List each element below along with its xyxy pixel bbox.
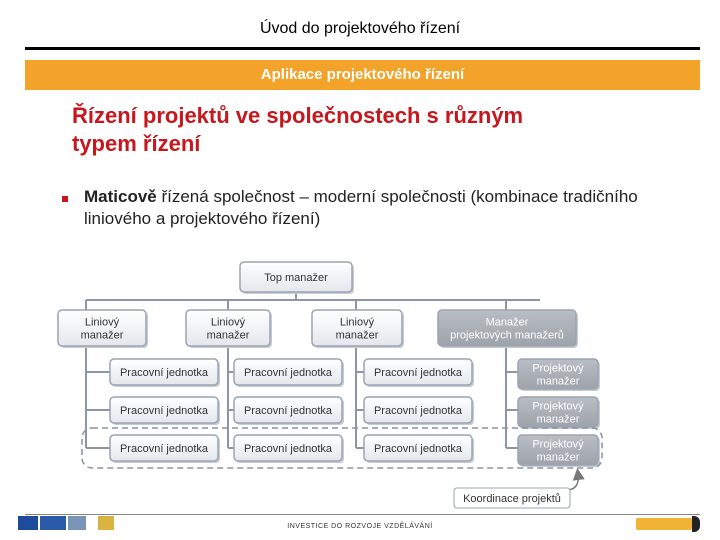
- work-unit-1-3-label: Pracovní jednotka: [373, 367, 463, 379]
- project-manager-box-3-label: Projektový: [532, 438, 584, 451]
- manager-box-4-label: projektových manažerů: [450, 329, 564, 342]
- work-unit-3-1-label: Pracovní jednotka: [119, 443, 209, 455]
- project-manager-box-1-label: manažer: [536, 375, 580, 388]
- bullet-rest: řízená společnost – moderní společnosti (kombinace tradičního liniového a projektového řízení): [84, 187, 638, 228]
- bullet-bold: Maticově: [84, 187, 157, 206]
- work-unit-3-3-label: Pracovní jednotka: [373, 443, 463, 455]
- project-manager-box-1-label: Projektový: [532, 362, 584, 375]
- work-unit-2-2-label: Pracovní jednotka: [243, 405, 333, 417]
- partner-logo: [636, 518, 692, 530]
- section-banner: Aplikace projektového řízení: [25, 60, 700, 90]
- top-manager-box-label: Top manažer: [264, 272, 328, 284]
- partner-logo-tip: [692, 516, 700, 532]
- manager-box-4-label: Manažer: [485, 316, 529, 329]
- manager-box-3-label: Liniový: [339, 316, 375, 329]
- work-unit-3-2-label: Pracovní jednotka: [243, 443, 333, 455]
- project-manager-box-2-label: Projektový: [532, 400, 584, 413]
- manager-box-2-label: manažer: [206, 329, 250, 342]
- project-manager-box-3-label: manažer: [536, 451, 580, 464]
- coordination-label: Koordinace projektů: [463, 493, 561, 505]
- manager-box-2-label: Liniový: [210, 316, 246, 329]
- manager-box-3-label: manažer: [335, 329, 379, 342]
- work-unit-1-1-label: Pracovní jednotka: [119, 367, 209, 379]
- work-unit-1-2-label: Pracovní jednotka: [243, 367, 333, 379]
- work-unit-2-3-label: Pracovní jednotka: [373, 405, 463, 417]
- footer-text: INVESTICE DO ROZVOJE VZDĚLÁVÁNÍ: [287, 523, 433, 530]
- footer-rule: [25, 514, 700, 515]
- manager-box-1-label: manažer: [80, 329, 124, 342]
- project-manager-box-2-label: manažer: [536, 413, 580, 426]
- slide-title: Řízení projektů ve společnostech s různým typem řízení: [72, 103, 524, 156]
- manager-box-1-label: Liniový: [84, 316, 120, 329]
- header-title: Úvod do projektového řízení: [259, 20, 461, 37]
- work-unit-2-1-label: Pracovní jednotka: [119, 405, 209, 417]
